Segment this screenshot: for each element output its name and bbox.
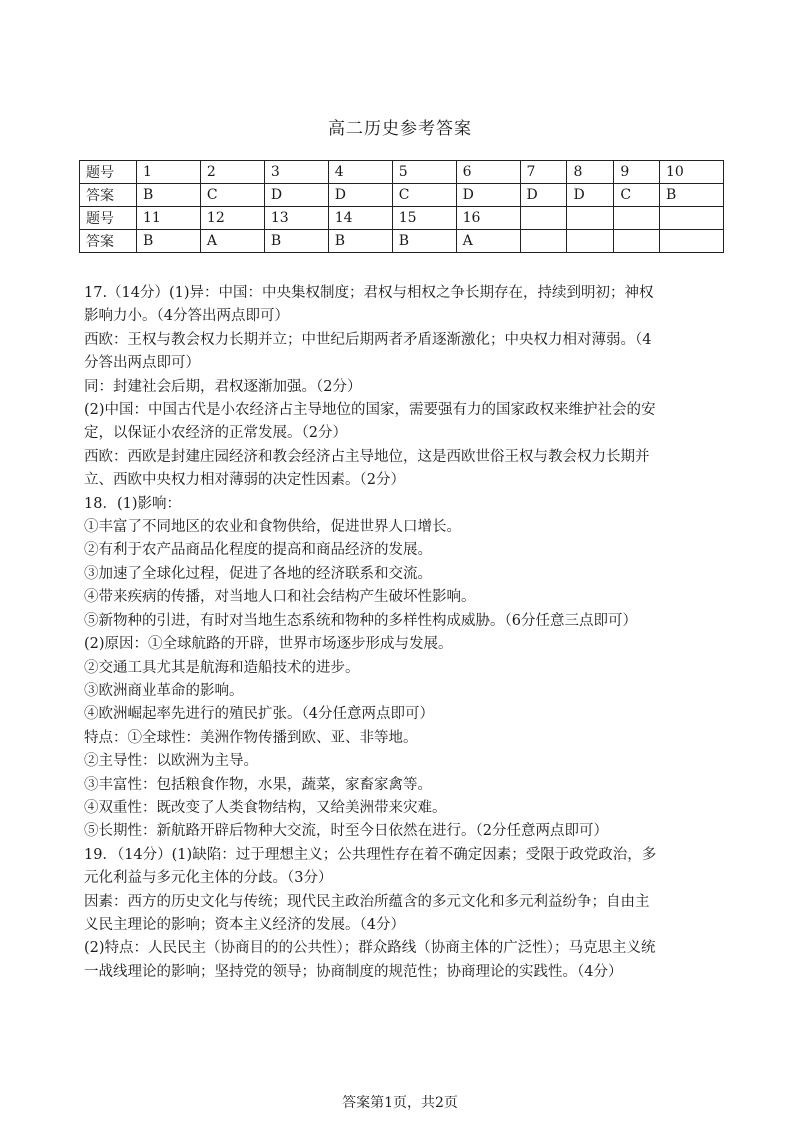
text-line: ④带来疾病的传播，对当地人口和社会结构产生破坏性影响。 xyxy=(84,589,476,606)
text-line: ②交通工具尤其是航海和造船技术的进步。 xyxy=(84,659,360,676)
text-line: ②有利于农产品商品化程度的提高和商品经济的发展。 xyxy=(84,542,432,559)
text-line: 因素：西方的历史文化与传统；现代民主政治所蕴含的多元文化和多元利益纷争；自由主 xyxy=(84,893,650,910)
text-line: ⑤长期性：新航路开辟后物种大交流，时至今日依然在进行。（2分任意两点即可） xyxy=(84,823,608,840)
table-cell: 3 xyxy=(264,161,328,184)
table-cell: B xyxy=(328,230,392,253)
table-cell: A xyxy=(200,230,264,253)
table-cell: 15 xyxy=(392,207,456,230)
table-cell: B xyxy=(264,230,328,253)
table-cell: 6 xyxy=(456,161,520,184)
table-cell xyxy=(520,207,567,230)
text-line: (2)特点：人民民主（协商目的的公共性）；群众路线（协商主体的广泛性）；马克思主义统 xyxy=(84,940,656,957)
text-line: (2)原因：①全球航路的开辟，世界市场逐步形成与发展。 xyxy=(84,636,453,653)
text-line: 西欧：王权与教会权力长期并立；中世纪后期两者矛盾逐渐激化；中央权力相对薄弱。（4 xyxy=(84,331,652,348)
answer-row xyxy=(80,184,724,207)
text-line: (2)中国：中国古代是小农经济占主导地位的国家，需要强有力的国家政权来维护社会的安 xyxy=(84,402,656,419)
text-line: ②主导性：以欧洲为主导。 xyxy=(84,753,258,770)
table-cell: 1 xyxy=(137,161,201,184)
table-cell xyxy=(660,207,724,230)
text-line: ①丰富了不同地区的农业和食物供给，促进世界人口增长。 xyxy=(84,519,461,536)
row-header-cell: 题号 xyxy=(80,161,137,184)
table-cell xyxy=(567,207,614,230)
text-line: ④双重性：既改变了人类食物结构，又给美洲带来灾难。 xyxy=(84,799,447,816)
answer-table xyxy=(79,160,724,253)
page-title: 高二历史参考答案 xyxy=(328,119,472,139)
table-cell: B xyxy=(392,230,456,253)
text-line: 影响力小。（4分答出两点即可） xyxy=(84,308,289,325)
table-cell: C xyxy=(200,184,264,207)
question-number-row xyxy=(80,161,724,184)
text-line: 特点：①全球性：美洲作物传播到欧、亚、非等地。 xyxy=(84,729,418,746)
table-cell xyxy=(614,207,660,230)
text-line: 同：封建社会后期，君权逐渐加强。（2分） xyxy=(84,378,362,395)
text-line: 18．(1)影响： xyxy=(84,495,181,512)
table-cell: B xyxy=(660,184,724,207)
text-line: 元化利益与多元化主体的分歧。（3分） xyxy=(84,870,333,887)
table-cell: 7 xyxy=(520,161,567,184)
text-line: 19．（14分）(1)缺陷：过于理想主义；公共理性存在着不确定因素；受限于政党政治，多 xyxy=(84,846,657,863)
table-cell: 8 xyxy=(567,161,614,184)
question-number-row xyxy=(80,207,724,230)
table-cell xyxy=(660,230,724,253)
row-header-cell: 答案 xyxy=(80,184,137,207)
table-cell: 11 xyxy=(137,207,201,230)
table-cell: D xyxy=(567,184,614,207)
table-cell: 10 xyxy=(660,161,724,184)
table-cell: 2 xyxy=(200,161,264,184)
text-line: ③加速了全球化过程，促进了各地的经济联系和交流。 xyxy=(84,565,432,582)
table-cell xyxy=(614,230,660,253)
table-cell xyxy=(567,230,614,253)
text-line: ④欧洲崛起率先进行的殖民扩张。（4分任意两点即可） xyxy=(84,706,434,723)
table-cell: C xyxy=(392,184,456,207)
table-cell: B xyxy=(137,230,201,253)
text-line: 一战线理论的影响；坚持党的领导；协商制度的规范性；协商理论的实践性。（4分） xyxy=(84,963,623,980)
text-line: 定，以保证小农经济的正常发展。（2分） xyxy=(84,425,347,442)
table-cell xyxy=(520,230,567,253)
table-cell: D xyxy=(520,184,567,207)
table-cell: D xyxy=(456,184,520,207)
table-cell: 12 xyxy=(200,207,264,230)
table-cell: B xyxy=(137,184,201,207)
text-line: 17.（14分）(1)异：中国：中央集权制度；君权与相权之争长期存在，持续到明初；神权 xyxy=(84,285,654,301)
text-line: ⑤新物种的引进，有时对当地生态系统和物种的多样性构成威胁。（6分任意三点即可） xyxy=(84,612,637,629)
text-line: 义民主理论的影响；资本主义经济的发展。（4分） xyxy=(84,916,405,933)
text-line: 立、西欧中央权力相对薄弱的决定性因素。（2分） xyxy=(84,472,405,489)
table-cell: 16 xyxy=(456,207,520,230)
row-header-cell: 题号 xyxy=(80,207,137,230)
text-line: ③丰富性：包括粮食作物，水果，蔬菜，家畜家禽等。 xyxy=(84,776,432,793)
table-cell: 4 xyxy=(328,161,392,184)
table-cell: 5 xyxy=(392,161,456,184)
table-cell: A xyxy=(456,230,520,253)
text-line: 分答出两点即可） xyxy=(84,355,200,372)
table-cell: 14 xyxy=(328,207,392,230)
row-header-cell: 答案 xyxy=(80,230,137,253)
text-line: 西欧：西欧是封建庄园经济和教会经济占主导地位，这是西欧世俗王权与教会权力长期并 xyxy=(84,448,650,465)
page-footer: 答案第1页，共2页 xyxy=(342,1095,458,1111)
answer-row xyxy=(80,230,724,253)
answer-text xyxy=(84,282,724,984)
table-cell: D xyxy=(264,184,328,207)
table-cell: 13 xyxy=(264,207,328,230)
table-cell: C xyxy=(614,184,660,207)
table-cell: 9 xyxy=(614,161,660,184)
text-line: ③欧洲商业革命的影响。 xyxy=(84,682,244,699)
table-cell: D xyxy=(328,184,392,207)
